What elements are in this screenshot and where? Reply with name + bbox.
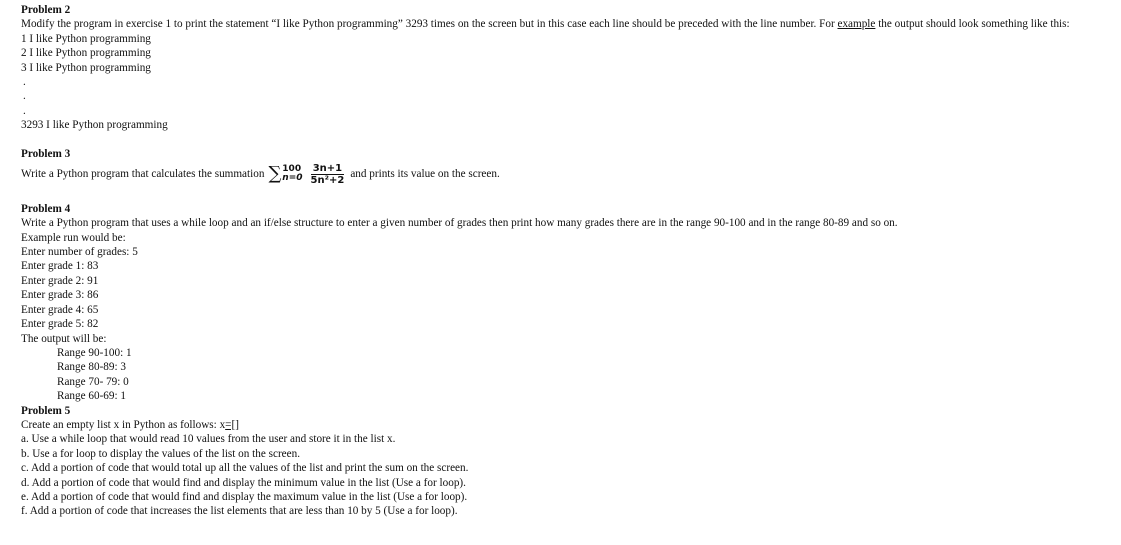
range-line-1: Range 90-100: 1 xyxy=(57,346,132,359)
sigma-symbol: ∑ xyxy=(268,163,282,185)
ellipsis-dot-1: . xyxy=(23,76,26,89)
code-empty-list: =[] xyxy=(225,418,239,431)
task-item-e: e. Add a portion of code that would find and display the maximum value in the list (Use a for loop). xyxy=(21,490,468,503)
problem-2-desc-part-1: Modify the program in exercise 1 to print the statement “I like Python programming” 3293 times on the screen but in this case each line should be preceded with the line number. For xyxy=(21,18,838,31)
problem-3-description xyxy=(21,161,1111,187)
input-line-6: Enter grade 5: 82 xyxy=(21,318,99,331)
input-line-1: Enter number of grades: 5 xyxy=(21,246,138,259)
problem-2-description xyxy=(21,17,1111,31)
task-item-a: a. Use a while loop that would read 10 values from the user and store it in the list x. xyxy=(21,433,396,446)
ellipsis-dot-2: . xyxy=(23,90,26,103)
task-item-f: f. Add a portion of code that increases the list elements that are less than 10 by 5 (Use a for loop). xyxy=(21,505,458,518)
problem-4-title: Problem 4 xyxy=(21,202,71,215)
code-variable-x: x xyxy=(219,418,226,431)
problem-2-desc-part-2: the output should look something like this: xyxy=(875,18,1070,31)
sample-output-line-1: 1 I like Python programming xyxy=(21,32,151,45)
ellipsis-dot-3: . xyxy=(23,104,26,117)
fraction-numerator: 3n+1 xyxy=(312,162,343,174)
task-item-d: d. Add a portion of code that would find and display the minimum value in the list (Use a for loop). xyxy=(21,476,466,489)
input-line-2: Enter grade 1: 83 xyxy=(21,260,99,273)
output-label: The output will be: xyxy=(21,332,107,345)
problem-5-title: Problem 5 xyxy=(21,404,71,417)
summation-formula xyxy=(268,163,346,186)
summation-limits xyxy=(282,165,302,183)
sample-output-line-2: 2 I like Python programming xyxy=(21,47,151,60)
example-run-label: Example run would be: xyxy=(21,231,126,244)
input-line-3: Enter grade 2: 91 xyxy=(21,274,99,287)
summation-fraction xyxy=(309,163,347,186)
document-body xyxy=(21,3,1111,519)
task-item-c: c. Add a portion of code that would total up all the values of the list and print the sum on the screen. xyxy=(21,462,469,475)
fraction-denominator: 5n²+2 xyxy=(310,174,345,186)
problem-3-text-after: and prints its value on the screen. xyxy=(350,168,500,181)
problem-3-title: Problem 3 xyxy=(21,148,71,161)
summation-lower-limit: n=0 xyxy=(282,173,303,184)
sample-output-last-line: 3293 I like Python programming xyxy=(21,119,168,132)
problem-2-title: Problem 2 xyxy=(21,4,71,16)
example-link[interactable]: example xyxy=(837,18,876,31)
problem-4-description: Write a Python program that uses a while loop and an if/else structure to enter a given number of grades then print how many grades there are in the range 90-100 and in the range 80-89 and so on. xyxy=(21,217,898,230)
input-line-5: Enter grade 4: 65 xyxy=(21,303,99,316)
problem-3-text-before: Write a Python program that calculates the summation xyxy=(21,168,265,181)
problem-5-intro-text: Create an empty list x in Python as follows: xyxy=(21,418,220,431)
summation-upper-limit: 100 xyxy=(282,164,302,175)
task-item-b: b. Use a for loop to display the values of the list on the screen. xyxy=(21,447,300,460)
range-line-3: Range 70- 79: 0 xyxy=(57,375,129,388)
range-line-2: Range 80-89: 3 xyxy=(57,361,126,374)
sample-output-line-3: 3 I like Python programming xyxy=(21,61,151,74)
problem-5-intro xyxy=(21,418,1111,432)
input-line-4: Enter grade 3: 86 xyxy=(21,289,99,302)
range-line-4: Range 60-69: 1 xyxy=(57,390,126,403)
